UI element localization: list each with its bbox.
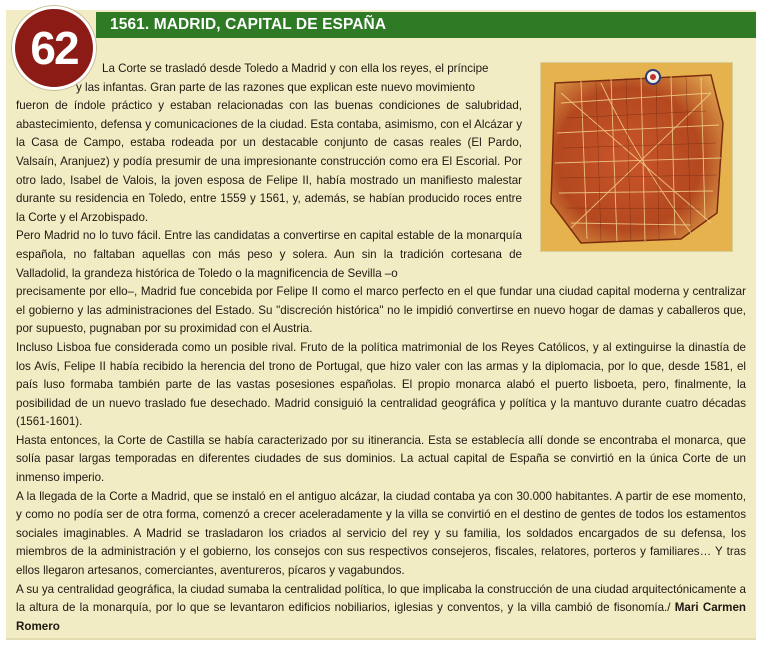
paragraph-1-line-2: y las infantas. Gran parte de las razones que explican este nuevo movimiento bbox=[76, 80, 475, 94]
paragraph-5: A la llegada de la Corte a Madrid, que se instaló en el antiguo alcázar, la ciudad contaba ya con 30.000 habitantes. A partir de ese momento, y como no podía ser de otra forma, comenzó a crecer aceleradamente y la villa se convirtió en el destino de gentes de todos los estamentos sociales imaginables. A Madrid se trasladaron los criados al servicio del rey y su familia, los soldados encargados de su defensa, los miembros de la administración y el gobierno, los consejos con sus respectivos consejeros, fiscales, relatores, porteros y familiares… Y tras ellos llegaron artesanos, comerciantes, aventureros, pícaros y vagabundos. bbox=[16, 489, 746, 578]
paragraph-1-line-1: La Corte se trasladó desde Toledo a Madrid y con ella los reyes, el príncipe bbox=[102, 62, 489, 75]
paragraph-6 bbox=[16, 581, 746, 637]
article-title: 1561. MADRID, CAPITAL DE ESPAÑA bbox=[96, 12, 756, 38]
article-body bbox=[16, 60, 746, 636]
paragraph-1 bbox=[16, 60, 522, 227]
paragraph-3: Incluso Lisboa fue considerada como un posible rival. Fruto de la política matrimonial de los Reyes Católicos, y al extinguirse la dinastía de los Avís, Felipe II había recibido la herencia del trono de Portugal, que hizo valer con las armas y la diplomacia, por lo que, desde 1581, el país luso formaba también parte de las vastas posesiones españolas. El propio monarca alabó el puerto lisboeta, pero, finalmente, la posibilidad de un nuevo traslado fue desechado. Madrid consiguió la centralidad geográfica y política y la mantuvo durante cuatro décadas (1561-1601). bbox=[16, 340, 746, 429]
paragraph-6-text: A su ya centralidad geográfica, la ciudad sumaba la centralidad política, lo que implicaba la construcción de una ciudad arquitectónicamente a la altura de la monarquía, por lo que se levantaron edificios nobiliarios, iglesias y conventos, y la villa cambió de fisonomía./ bbox=[16, 582, 746, 615]
paragraph-4: Hasta entonces, la Corte de Castilla se había caracterizado por su itinerancia. Esta se establecía allí donde se encontraba el monarca, que solía pasar largas temporadas en diferentes ciudades de sus dominios. La actual capital de España se convirtió en la única Corte de un inmenso imperio. bbox=[16, 433, 746, 485]
author-signature: Mari Carmen Romero bbox=[16, 601, 746, 633]
paragraph-2-wrap: Pero Madrid no lo tuvo fácil. Entre las candidatas a convertirse en capital estable de la monarquía española, no faltaban aquellas con más peso y solera. Aun sin la tradición cortesana de Valladolid, la grandeza histórica de Toledo o la magnificencia de Sevilla –o bbox=[16, 229, 522, 280]
paragraph-2-full: precisamente por ello–, Madrid fue concebida por Felipe II como el marco perfecto en el que fundar una ciudad capital moderna y centralizar el gobierno y las administraciones del Estado. Su "discreción histórica" no le impidió convertirse en nuevo hogar de damas y caballeros que, por supuesto, pugnaban por su proximidad con el Austria. bbox=[16, 285, 746, 336]
chapter-number-badge: 62 bbox=[12, 6, 96, 90]
paragraph-1-rest: fueron de índole práctico y estaban relacionadas con las buenas condiciones de salubridad, abastecimiento, defensa y comunicaciones de la ciudad. Esta contaba, asimismo, con el Alcázar y la Casa de Campo, estaba rodeada por un destacable conjunto de casas reales (El Pardo, Valsaín, Aranjuez) y podía presumir de una impresionante construcción como era El Escorial. Por otro lado, Isabel de Valois, la joven esposa de Felipe II, había mostrado un manifiesto malestar durante su residencia en Toledo, entre 1559 y 1561, y, además, se habían producido roces entre la Corte y el Arzobispado. bbox=[16, 99, 522, 224]
